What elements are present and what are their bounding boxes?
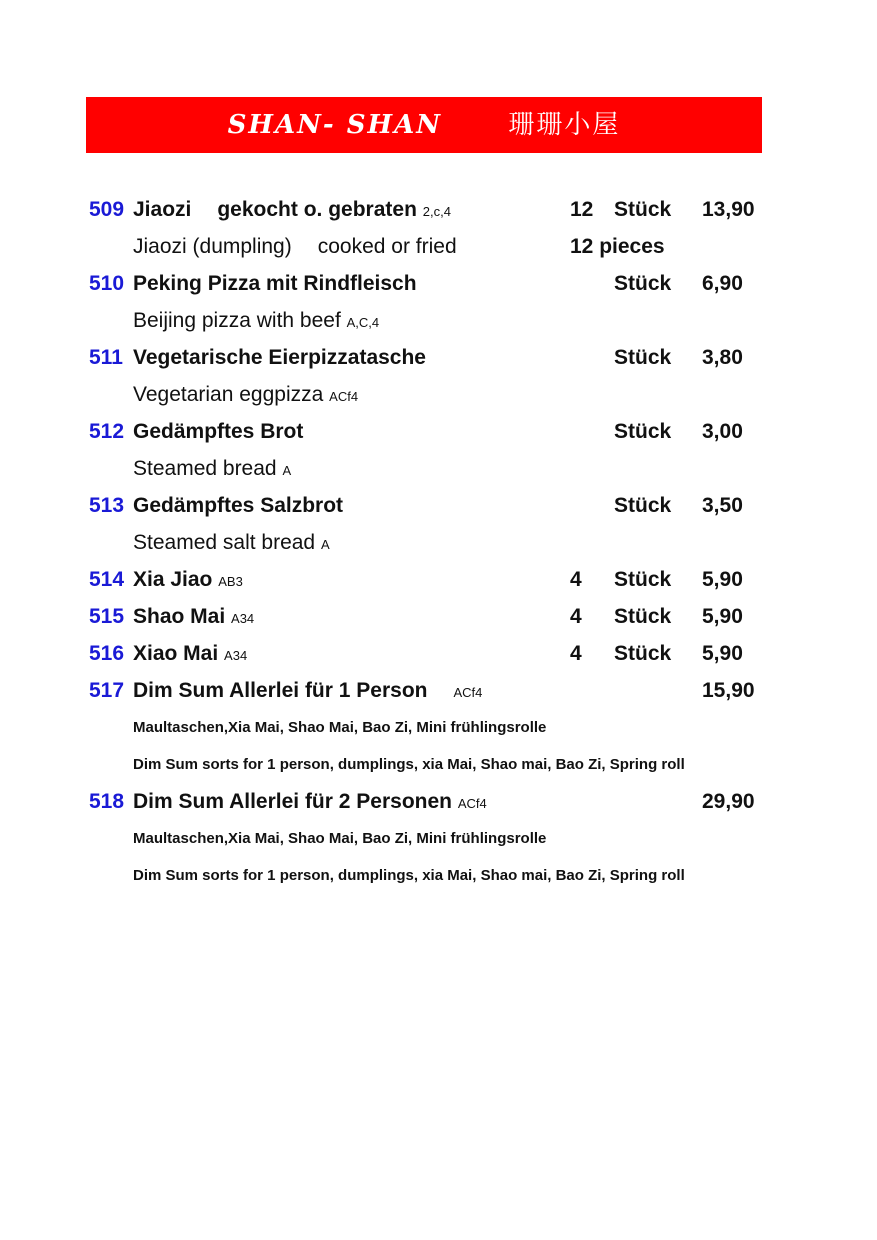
menu-item-514	[0, 561, 877, 598]
allergen-codes: A	[320, 537, 330, 552]
item-number: 517	[89, 679, 125, 702]
item-description: Maultaschen,Xia Mai, Shao Mai, Bao Zi, Mini frühlingsrolle	[133, 719, 547, 736]
restaurant-name-chinese: 珊珊小屋	[508, 110, 621, 140]
menu-item-513-translation	[0, 524, 877, 561]
item-name: Vegetarische Eierpizzatasche	[133, 346, 426, 369]
item-name: Jiaozi gekocht o. gebraten 2,c,4	[133, 198, 451, 221]
menu-item-509	[0, 191, 877, 228]
item-price: 29,90	[702, 790, 755, 813]
menu-item-518-desc-de	[0, 820, 877, 857]
item-number: 515	[89, 605, 125, 628]
item-name: Xiao Mai A34	[133, 642, 248, 665]
allergen-codes: ACf4	[453, 685, 483, 700]
item-number: 509	[89, 198, 125, 221]
menu-item-517-desc-en	[0, 746, 877, 783]
menu-item-509-translation	[0, 228, 877, 265]
restaurant-title	[86, 97, 762, 153]
menu-item-518	[0, 783, 877, 820]
item-price: 15,90	[702, 679, 755, 702]
item-translation: Steamed salt bread A	[133, 531, 330, 554]
menu-item-517-desc-de	[0, 709, 877, 746]
item-unit: Stück	[614, 420, 672, 443]
item-description: Maultaschen,Xia Mai, Shao Mai, Bao Zi, Mini frühlingsrolle	[133, 830, 547, 847]
item-name: Xia Jiao AB3	[133, 568, 243, 591]
menu-item-515	[0, 598, 877, 635]
item-unit: Stück	[614, 605, 672, 628]
item-price: 6,90	[702, 272, 743, 295]
item-number: 510	[89, 272, 125, 295]
item-description: Dim Sum sorts for 1 person, dumplings, xia Mai, Shao mai, Bao Zi, Spring roll	[133, 867, 685, 884]
item-price: 3,80	[702, 346, 743, 369]
item-name: Gedämpftes Brot	[133, 420, 304, 443]
allergen-codes: 2,c,4	[422, 204, 451, 219]
item-quantity: 4	[570, 605, 582, 628]
item-number: 511	[89, 346, 123, 369]
menu-item-517	[0, 672, 877, 709]
item-quantity-translation: 12 pieces	[570, 235, 665, 258]
item-price: 3,00	[702, 420, 743, 443]
item-number: 516	[89, 642, 125, 665]
item-quantity: 4	[570, 642, 582, 665]
item-translation: Jiaozi (dumpling) cooked or fried	[133, 235, 457, 258]
item-unit: Stück	[614, 494, 672, 517]
item-unit: Stück	[614, 642, 672, 665]
menu-item-516	[0, 635, 877, 672]
item-quantity: 12	[570, 198, 594, 221]
item-price: 13,90	[702, 198, 755, 221]
item-name: Shao Mai A34	[133, 605, 255, 628]
item-translation: Steamed bread A	[133, 457, 292, 480]
item-translation: Beijing pizza with beef A,C,4	[133, 309, 380, 332]
allergen-codes: AB3	[218, 574, 243, 589]
allergen-codes: ACf4	[457, 796, 487, 811]
header-banner	[86, 97, 762, 153]
item-number: 512	[89, 420, 125, 443]
item-name: Peking Pizza mit Rindfleisch	[133, 272, 417, 295]
item-name: Gedämpftes Salzbrot	[133, 494, 344, 517]
allergen-codes: A34	[231, 611, 255, 626]
item-unit: Stück	[614, 198, 672, 221]
menu-item-510-translation	[0, 302, 877, 339]
item-price: 5,90	[702, 642, 743, 665]
item-number: 518	[89, 790, 125, 813]
allergen-codes: A34	[224, 648, 248, 663]
menu-item-513	[0, 487, 877, 524]
item-unit: Stück	[614, 272, 672, 295]
item-number: 513	[89, 494, 125, 517]
restaurant-name: SHAN- SHAN	[227, 110, 443, 140]
menu-item-512	[0, 413, 877, 450]
item-unit: Stück	[614, 346, 672, 369]
item-translation: Vegetarian eggpizza ACf4	[133, 383, 359, 406]
item-price: 5,90	[702, 568, 743, 591]
menu-item-511	[0, 339, 877, 376]
allergen-codes: ACf4	[329, 389, 359, 404]
item-unit: Stück	[614, 568, 672, 591]
item-price: 5,90	[702, 605, 743, 628]
item-price: 3,50	[702, 494, 743, 517]
item-quantity: 4	[570, 568, 582, 591]
menu-item-511-translation	[0, 376, 877, 413]
item-number: 514	[89, 568, 125, 591]
allergen-codes: A	[282, 463, 292, 478]
item-description: Dim Sum sorts for 1 person, dumplings, xia Mai, Shao mai, Bao Zi, Spring roll	[133, 756, 685, 773]
menu-item-518-desc-en	[0, 857, 877, 894]
menu-item-510	[0, 265, 877, 302]
allergen-codes: A,C,4	[346, 315, 380, 330]
item-name: Dim Sum Allerlei für 1 Person ACf4	[133, 679, 483, 702]
menu-item-512-translation	[0, 450, 877, 487]
item-name: Dim Sum Allerlei für 2 Personen ACf4	[133, 790, 487, 813]
